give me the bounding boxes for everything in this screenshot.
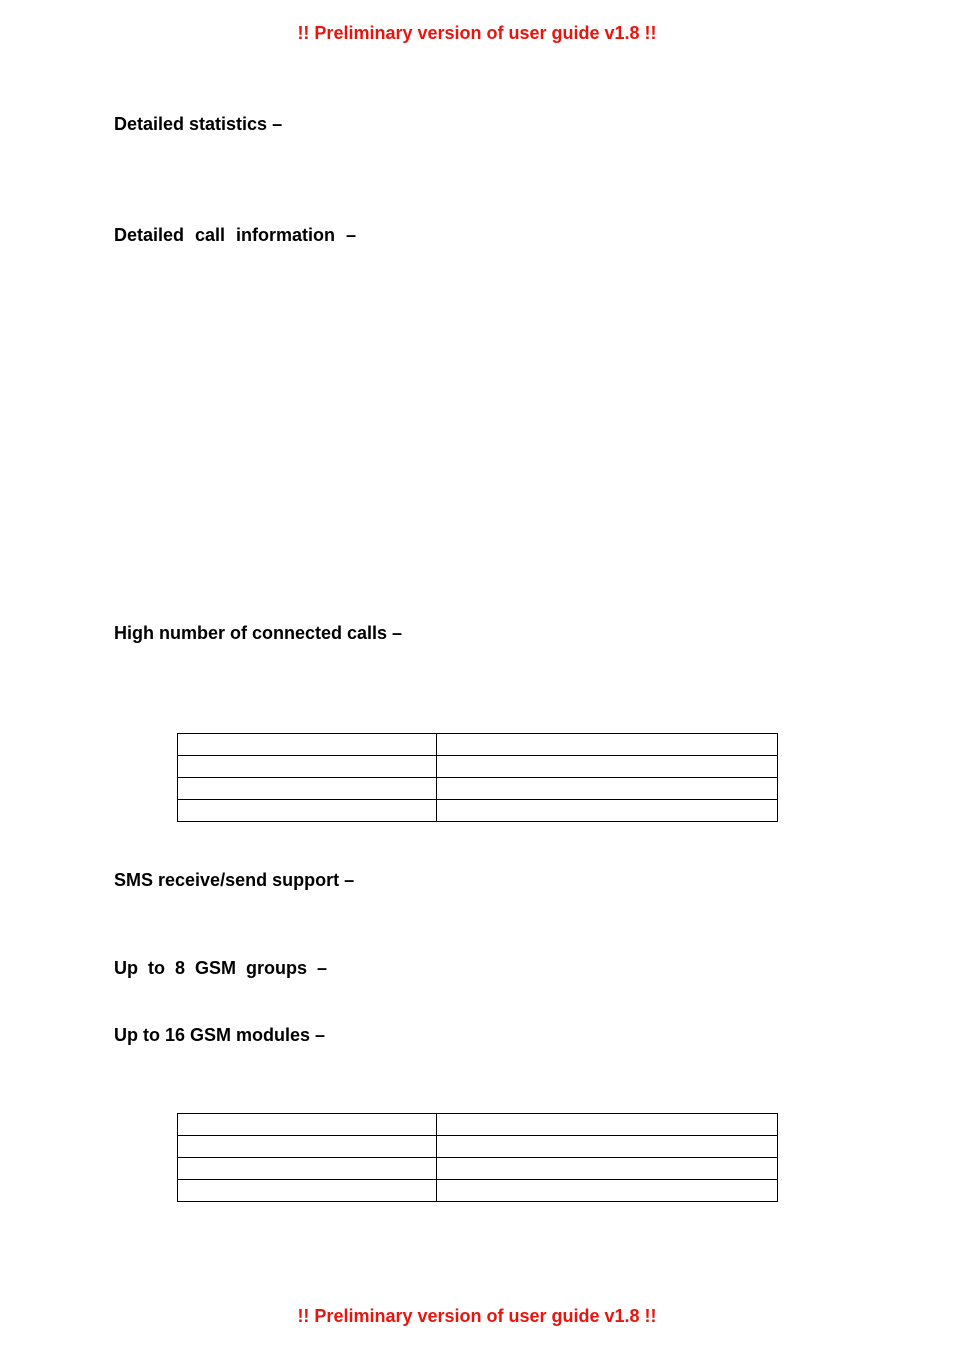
table-cell (178, 734, 437, 756)
table-cell (437, 1180, 778, 1202)
heading-detailed-call-information: Detailed call information – (114, 225, 357, 245)
table-cell (178, 1136, 437, 1158)
table-cell (437, 734, 778, 756)
connected-calls-table (177, 733, 778, 822)
table-cell (437, 800, 778, 822)
table-cell (178, 1180, 437, 1202)
heading-gsm-modules: Up to 16 GSM modules – (114, 1025, 326, 1045)
table-row (178, 1136, 778, 1158)
preliminary-banner-top: !! Preliminary version of user guide v1.8 !! (297, 23, 657, 43)
table-cell (437, 1114, 778, 1136)
table-cell (437, 1136, 778, 1158)
table-cell (178, 778, 437, 800)
table-cell (178, 800, 437, 822)
table-cell (437, 1158, 778, 1180)
table-cell (437, 756, 778, 778)
heading-high-number-connected-calls: High number of connected calls – (114, 623, 403, 643)
preliminary-banner-bottom: !! Preliminary version of user guide v1.8 !! (297, 1306, 657, 1326)
table-row (178, 734, 778, 756)
table-row (178, 756, 778, 778)
table-row (178, 800, 778, 822)
gsm-modules-table (177, 1113, 778, 1202)
heading-gsm-groups: Up to 8 GSM groups – (114, 958, 328, 978)
table-cell (178, 1158, 437, 1180)
table-cell (178, 1114, 437, 1136)
table-cell (178, 756, 437, 778)
table-row (178, 1114, 778, 1136)
heading-sms-support: SMS receive/send support – (114, 870, 355, 890)
table-row (178, 778, 778, 800)
table-row (178, 1158, 778, 1180)
heading-detailed-statistics: Detailed statistics – (114, 114, 283, 134)
table-row (178, 1180, 778, 1202)
table-cell (437, 778, 778, 800)
